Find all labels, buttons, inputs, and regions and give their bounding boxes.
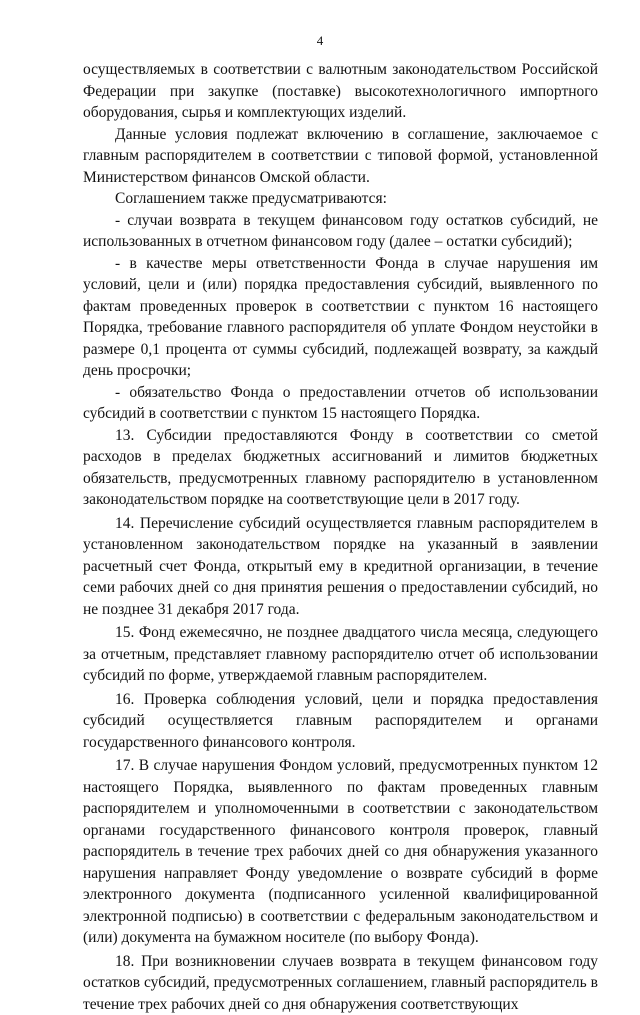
- paragraph-agreement-provides: Соглашением также предусматриваются:: [83, 188, 598, 210]
- clause-17: 17. В случае нарушения Фондом условий, предусмотренных пунктом 12 настоящего Порядка, выявленного по фактам проведенных главным распорядителем и уполномоченными в соответствии с законодательством органами государственного финансового контроля проверок, главный распорядитель в течение трех рабочих дней со дня обнаружения указанного нарушения направляет Фонду уведомление о возврате субсидий в форме электронного документа (подписанного усиленной квалифицированной электронной подписью) в соответствии с федеральным законодательством и (или) документа на бумажном носителе (по выбору Фонда).: [83, 755, 598, 949]
- list-item-liability-measure: - в качестве меры ответственности Фонда в случае нарушения им условий, цели и (или) порядка предоставления субсидий, выявленного по фактам проведенных проверок в соответствии с пунктом 16 настоящего Порядка, требование главного распорядителя об уплате Фондом неустойки в размере 0,1 процента от суммы субсидий, подлежащей возврату, за каждый день просрочки;: [83, 253, 598, 382]
- paragraph-continuation: осуществляемых в соответствии с валютным законодательством Российской Федерации при закупке (поставке) высокотехнологичного импортного оборудования, сырья и комплектующих изделий.: [83, 59, 598, 124]
- list-item-reporting-obligation: - обязательство Фонда о предоставлении отчетов об использовании субсидий в соответствии с пунктом 15 настоящего Порядка.: [83, 382, 598, 425]
- clause-16: 16. Проверка соблюдения условий, цели и порядка предоставления субсидий осуществляется главным распорядителем и органами государственного финансового контроля.: [83, 689, 598, 754]
- clause-13: 13. Субсидии предоставляются Фонду в соответствии со сметой расходов в пределах бюджетных ассигнований и лимитов бюджетных обязательств, предусмотренных главному распорядителю в установленном законодательством порядке на соответствующие цели в 2017 году.: [83, 425, 598, 511]
- document-body: [83, 59, 598, 1015]
- clause-15: 15. Фонд ежемесячно, не позднее двадцатого числа месяца, следующего за отчетным, представляет главному распорядителю отчет об использовании субсидий по форме, утверждаемой главным распорядителем.: [83, 622, 598, 687]
- page-number: 4: [0, 33, 640, 49]
- list-item-return-cases: - случаи возврата в текущем финансовом году остатков субсидий, не использованных в отчетном финансовом году (далее – остатки субсидий);: [83, 210, 598, 253]
- paragraph-conditions-in-agreement: Данные условия подлежат включению в соглашение, заключаемое с главным распорядителем в соответствии с типовой формой, установленной Министерством финансов Омской области.: [83, 124, 598, 189]
- clause-18: 18. При возникновении случаев возврата в текущем финансовом году остатков субсидий, предусмотренных соглашением, главный распорядитель в течение трех рабочих дней со дня обнаружения соответствующих: [83, 951, 598, 1015]
- clause-14: 14. Перечисление субсидий осуществляется главным распорядителем в установленном законодательством порядке на указанный в заявлении расчетный счет Фонда, открытый ему в кредитной организации, в течение семи рабочих дней со дня принятия решения о предоставлении субсидий, но не позднее 31 декабря 2017 года.: [83, 513, 598, 621]
